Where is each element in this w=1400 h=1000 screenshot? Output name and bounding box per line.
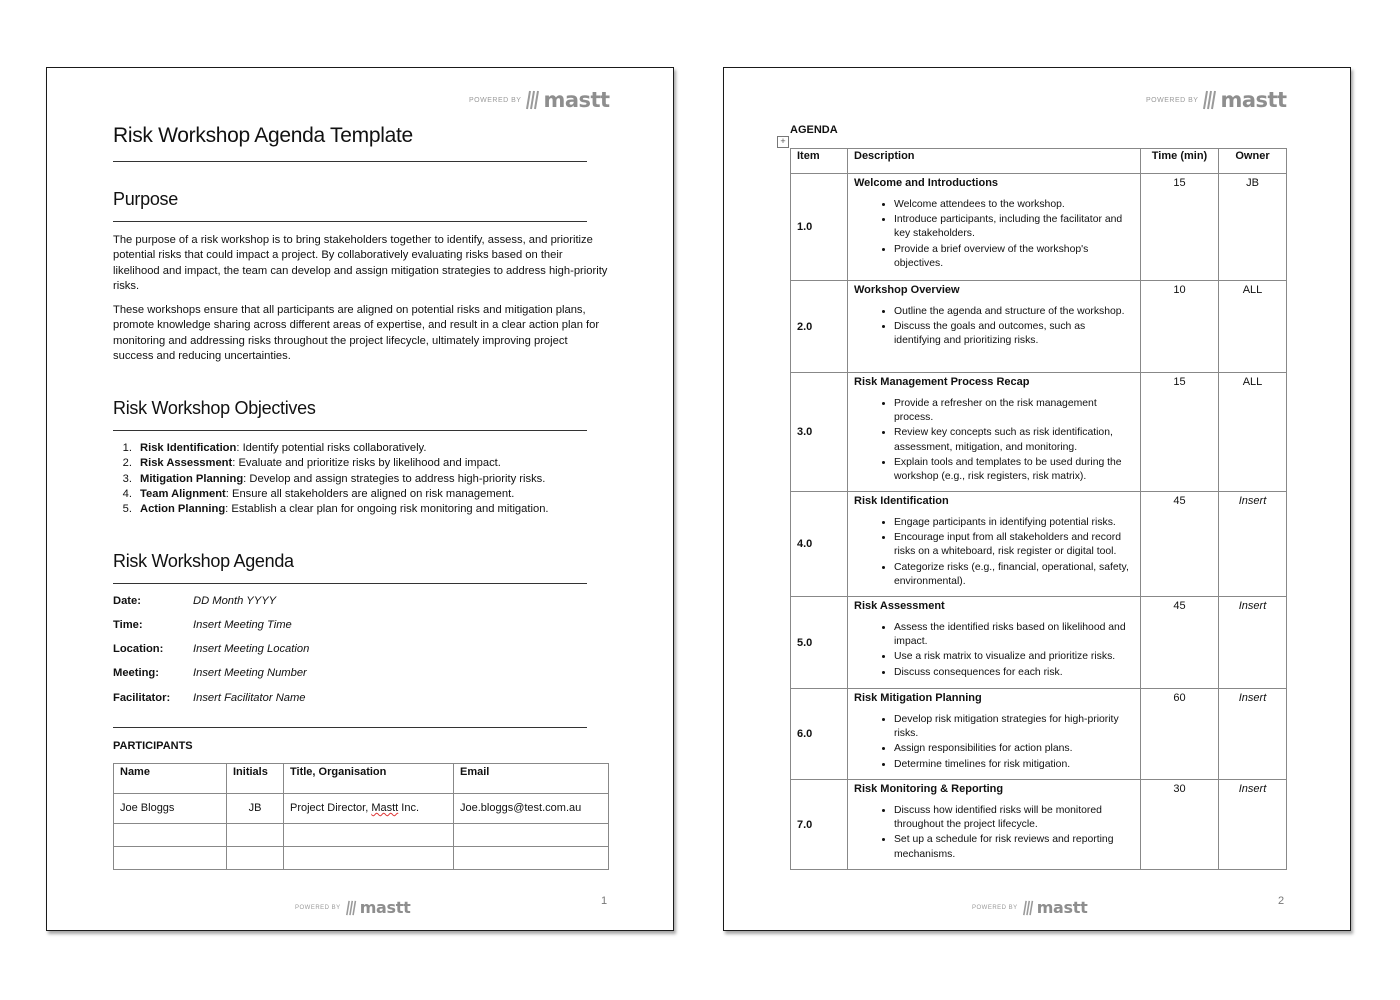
item-number: 3.0 [791, 373, 848, 492]
list-item: • Determine timelines for risk mitigation. [894, 758, 1134, 772]
list-item: • Categorize risks (e.g., financial, operational, safety, environmental). [894, 561, 1134, 589]
list-item: • Review key concepts such as risk identification, assessment, mitigation, and monitoring. [894, 426, 1134, 454]
table-header-row [791, 149, 1287, 174]
owner-cell[interactable]: JB [1219, 174, 1287, 281]
list-item: • Use a risk matrix to visualize and prioritize risks. [894, 650, 1134, 664]
item-number: 4.0 [791, 492, 848, 597]
document-title: Risk Workshop Agenda Template [113, 124, 413, 147]
list-item: • Provide a refresher on the risk management process. [894, 397, 1134, 425]
participant-email[interactable]: Joe.bloggs@test.com.au [454, 794, 609, 824]
item-number: 2.0 [791, 281, 848, 373]
empty-cell[interactable] [114, 847, 227, 870]
objective-item: 4. Team Alignment: Ensure all stakeholders are aligned on risk management. [122, 487, 515, 500]
time-cell[interactable]: 15 [1141, 174, 1219, 281]
table-row [791, 281, 1287, 373]
mastt-mark-icon [346, 900, 357, 916]
document-page-1 [46, 67, 674, 931]
time-cell[interactable]: 45 [1141, 492, 1219, 597]
bullet-list [854, 516, 1134, 589]
description-cell[interactable] [848, 689, 1141, 780]
mastt-logo-footer [295, 898, 410, 917]
facilitator-value[interactable]: Insert Facilitator Name [193, 692, 306, 704]
owner-cell[interactable]: Insert [1219, 689, 1287, 780]
empty-cell[interactable] [114, 824, 227, 847]
brand-name: mastt [359, 898, 411, 917]
list-item: • Outline the agenda and structure of the workshop. [894, 305, 1134, 319]
date-label: Date: [113, 595, 141, 607]
description-cell[interactable] [848, 597, 1141, 689]
empty-cell[interactable] [227, 847, 284, 870]
bullet-list [854, 305, 1134, 349]
row-title: Risk Mitigation Planning [854, 692, 982, 704]
purpose-paragraph-1: The purpose of a risk workshop is to bring stakeholders together to identify, assess, and prioritize potential risks that could impact a project. By collaboratively evaluating risks based on their likelihood and impact, the team can develop and assign mitigation strategies to address high-priority risks. [113, 234, 608, 293]
description-cell[interactable] [848, 174, 1141, 281]
column-header-item: Item [791, 149, 848, 174]
time-label: Time: [113, 619, 143, 631]
table-row [114, 847, 609, 870]
date-value[interactable]: DD Month YYYY [193, 595, 277, 607]
bullet-list [854, 397, 1134, 484]
list-item: • Encourage input from all stakeholders and record risks on a whiteboard, risk register or digital tool. [894, 531, 1134, 559]
row-title: Welcome and Introductions [854, 177, 999, 189]
participant-name[interactable]: Joe Bloggs [114, 794, 227, 824]
table-row [114, 824, 609, 847]
brand-name: mastt [1036, 898, 1088, 917]
empty-cell[interactable] [284, 847, 454, 870]
description-cell[interactable] [848, 281, 1141, 373]
time-value[interactable]: Insert Meeting Time [193, 619, 292, 631]
time-cell[interactable]: 45 [1141, 597, 1219, 689]
mastt-mark-icon [1023, 900, 1034, 916]
column-header-email: Email [454, 764, 609, 794]
facilitator-label: Facilitator: [113, 692, 171, 704]
row-title: Risk Monitoring & Reporting [854, 783, 1004, 795]
column-header-title: Title, Organisation [284, 764, 454, 794]
objective-item: 1. Risk Identification: Identify potential risks collaboratively. [122, 442, 427, 454]
item-number: 6.0 [791, 689, 848, 780]
purpose-paragraph-2: These workshops ensure that all participants are aligned on potential risks and mitigation plans, promote knowledge sharing across different areas of expertise, and result in a clear action plan for monitoring and addressing risks throughout the project lifecycle, ultimately improving project success and reducing uncertainties. [113, 304, 600, 363]
empty-cell[interactable] [284, 824, 454, 847]
owner-cell[interactable]: ALL [1219, 373, 1287, 492]
mastt-logo-header [469, 88, 610, 112]
bullet-list [854, 198, 1134, 271]
powered-by-text: POWERED BY [972, 904, 1018, 911]
objective-item: 2. Risk Assessment: Evaluate and prioritize risks by likelihood and impact. [122, 457, 501, 470]
participants-table [113, 763, 609, 870]
item-number: 1.0 [791, 174, 848, 281]
brand-name: mastt [1220, 88, 1287, 112]
page-number: 1 [601, 895, 608, 907]
spellcheck-underline: Mastt [371, 802, 399, 814]
owner-cell[interactable]: Insert [1219, 492, 1287, 597]
mastt-mark-icon [526, 90, 540, 110]
column-header-name: Name [114, 764, 227, 794]
table-row [791, 373, 1287, 492]
table-row [114, 794, 609, 824]
list-item: • Assess the identified risks based on likelihood and impact. [894, 621, 1134, 649]
list-item: • Discuss the goals and outcomes, such as identifying and prioritizing risks. [894, 320, 1134, 348]
page-number: 2 [1278, 895, 1285, 907]
row-title: Risk Management Process Recap [854, 376, 1030, 388]
document-page-2 [723, 67, 1351, 931]
purpose-heading: Purpose [113, 189, 178, 209]
divider [113, 583, 587, 584]
table-header-row [114, 764, 609, 794]
bullet-list [854, 621, 1134, 680]
list-item: • Discuss consequences for each risk. [894, 666, 1134, 680]
table-row [791, 492, 1287, 597]
divider [113, 727, 587, 728]
agenda-table [790, 148, 1287, 870]
bullet-list [854, 804, 1134, 862]
column-header-description: Description [848, 149, 1141, 174]
description-cell[interactable] [848, 373, 1141, 492]
empty-cell[interactable] [227, 824, 284, 847]
row-title: Risk Identification [854, 495, 949, 507]
time-cell[interactable]: 60 [1141, 689, 1219, 780]
owner-cell[interactable]: Insert [1219, 597, 1287, 689]
item-number: 5.0 [791, 597, 848, 689]
objective-item: 3. Mitigation Planning: Develop and assign strategies to address high-priority risks. [122, 472, 546, 485]
list-item: • Assign responsibilities for action plans. [894, 742, 1134, 756]
list-item: • Discuss how identified risks will be monitored throughout the project lifecycle. [894, 804, 1134, 832]
mastt-logo-footer [972, 898, 1087, 917]
location-label: Location: [113, 643, 164, 655]
participant-initials[interactable]: JB [227, 794, 284, 824]
column-header-owner: Owner [1219, 149, 1287, 174]
divider [113, 430, 587, 431]
table-row [791, 689, 1287, 780]
divider [113, 221, 587, 222]
mastt-logo-header [1146, 88, 1287, 112]
agenda-heading: Risk Workshop Agenda [113, 551, 294, 571]
objectives-heading: Risk Workshop Objectives [113, 398, 316, 418]
empty-cell[interactable] [454, 847, 609, 870]
table-move-handle-icon[interactable]: + [777, 136, 789, 148]
list-item: • Set up a schedule for risk reviews and reporting mechanisms. [894, 833, 1134, 861]
powered-by-text: POWERED BY [469, 96, 522, 104]
list-item: • Provide a brief overview of the workshop's objectives. [894, 243, 1134, 271]
objectives-list [113, 441, 549, 517]
participants-caption: PARTICIPANTS [113, 740, 193, 752]
table-row [791, 174, 1287, 281]
list-item: • Explain tools and templates to be used during the workshop (e.g., risk registers, risk matrix). [894, 456, 1134, 484]
empty-cell[interactable] [454, 824, 609, 847]
list-item: • Develop risk mitigation strategies for high-priority risks. [894, 713, 1134, 741]
meeting-label: Meeting: [113, 667, 159, 679]
agenda-caption: AGENDA [790, 124, 838, 136]
column-header-time: Time (min) [1141, 149, 1219, 174]
list-item: • Engage participants in identifying potential risks. [894, 516, 1134, 530]
objective-item: 5. Action Planning: Establish a clear plan for ongoing risk monitoring and mitigation. [122, 503, 549, 516]
participant-title[interactable]: Project Director, Mastt Inc. [284, 794, 454, 824]
column-header-initials: Initials [227, 764, 284, 794]
description-cell[interactable] [848, 780, 1141, 870]
description-cell[interactable] [848, 492, 1141, 597]
table-row [791, 597, 1287, 689]
list-item: • Welcome attendees to the workshop. [894, 198, 1134, 212]
time-cell[interactable]: 30 [1141, 780, 1219, 870]
owner-cell[interactable]: ALL [1219, 281, 1287, 373]
mastt-mark-icon [1203, 90, 1217, 110]
divider [113, 161, 587, 162]
brand-name: mastt [543, 88, 610, 112]
list-item: • Introduce participants, including the facilitator and key stakeholders. [894, 213, 1134, 241]
item-number: 7.0 [791, 780, 848, 870]
powered-by-text: POWERED BY [1146, 96, 1199, 104]
row-title: Workshop Overview [854, 284, 960, 296]
time-cell[interactable]: 10 [1141, 281, 1219, 373]
table-row [791, 780, 1287, 870]
owner-cell[interactable]: Insert [1219, 780, 1287, 870]
time-cell[interactable]: 15 [1141, 373, 1219, 492]
powered-by-text: POWERED BY [295, 904, 341, 911]
location-value[interactable]: Insert Meeting Location [193, 643, 310, 655]
row-title: Risk Assessment [854, 600, 945, 612]
bullet-list [854, 713, 1134, 772]
meeting-value[interactable]: Insert Meeting Number [193, 667, 307, 679]
